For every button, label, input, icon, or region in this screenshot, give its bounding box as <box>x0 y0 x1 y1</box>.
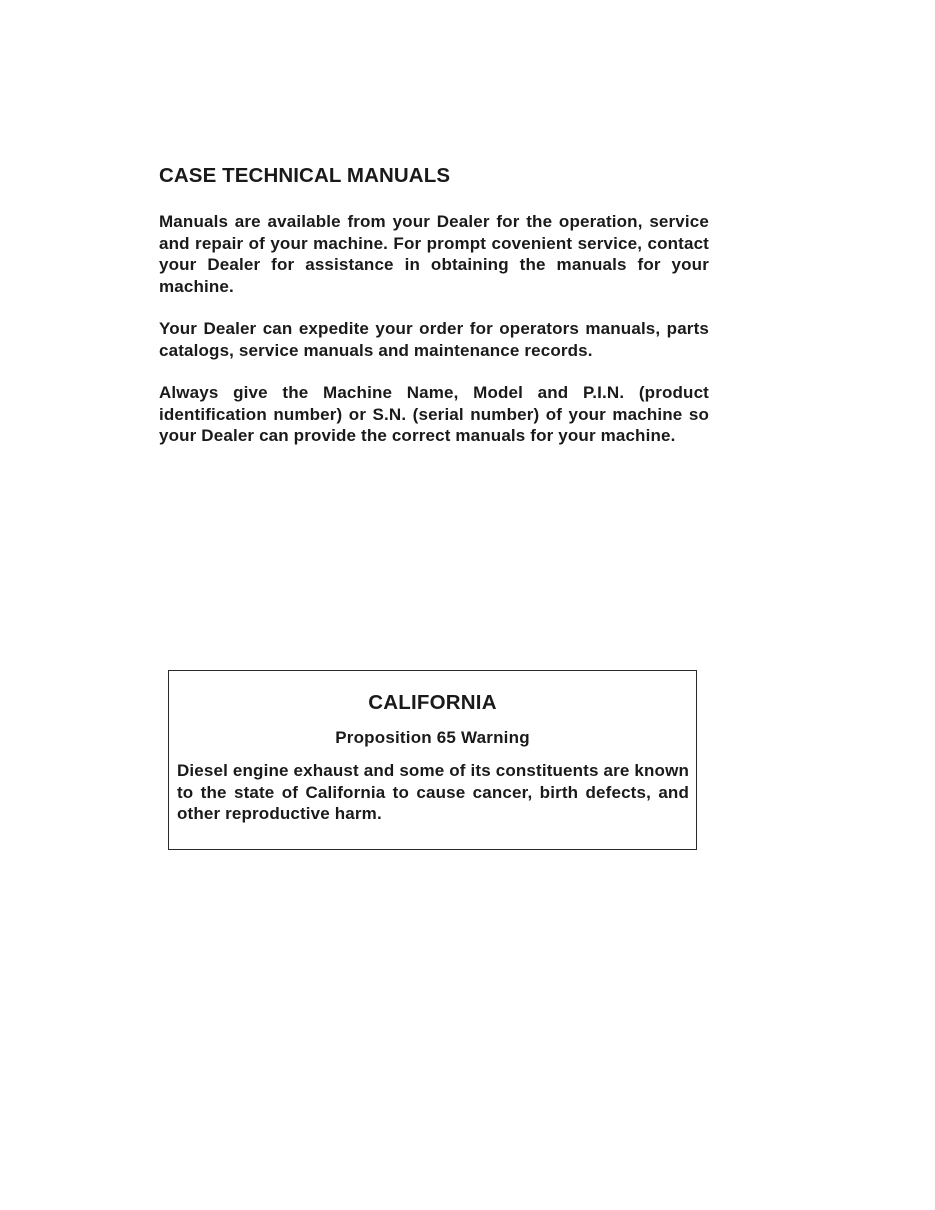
page-title: CASE TECHNICAL MANUALS <box>159 164 451 187</box>
machine-identification-paragraph: Always give the Machine Name, Model and P.I.N. (product identification number) or S.N. (serial number) of your machine so your Dealer can provide the correct manuals for your machine. <box>159 383 709 446</box>
dealer-expedite-paragraph: Your Dealer can expedite your order for operators manuals, parts catalogs, service manuals and maintenance records. <box>159 319 709 360</box>
warning-subtitle: Proposition 65 Warning <box>335 728 530 747</box>
proposition-65-warning-box <box>168 670 697 850</box>
warning-text: Diesel engine exhaust and some of its constituents are known to the state of California to cause cancer, birth defects, and other reproductive harm. <box>177 761 689 824</box>
manuals-availability-paragraph: Manuals are available from your Dealer for the operation, service and repair of your machine. For prompt covenient service, contact your Dealer for assistance in obtaining the manuals for your machine. <box>159 212 709 296</box>
warning-title: CALIFORNIA <box>368 691 497 714</box>
